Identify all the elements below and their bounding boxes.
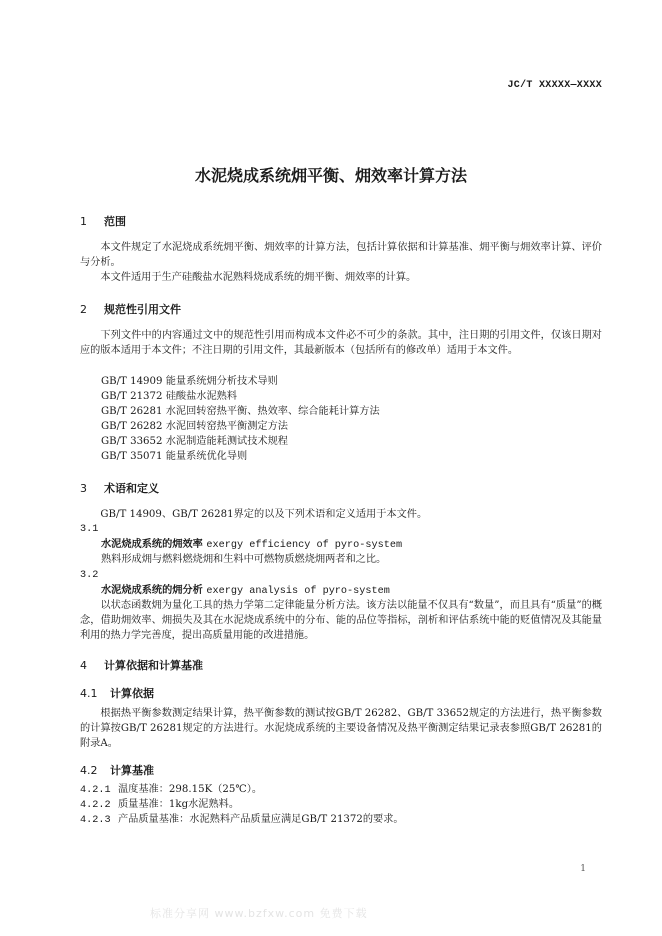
document-code: JC/T XXXXX—XXXX — [507, 80, 602, 91]
reference-item: GB/T 33652 水泥制造能耗测试技术规程 — [101, 436, 288, 447]
clause-item — [80, 797, 239, 813]
section-number: 4 — [80, 659, 87, 672]
term-heading — [101, 537, 402, 553]
section-title: 计算依据和计算基准 — [104, 659, 203, 672]
section-3-intro: GB/T 14909、GB/T 26281界定的以及下列术语和定义适用于本文件。 — [100, 509, 428, 520]
subsection-title: 计算基准 — [110, 764, 154, 777]
subsection-4-2-heading — [80, 762, 154, 778]
page-number: 1 — [580, 864, 586, 874]
term-definition: 熟料形成㶲与燃料燃烧㶲和生料中可燃物质燃烧㶲两者和之比。 — [101, 554, 387, 565]
reference-item: GB/T 21372 硅酸盐水泥熟料 — [101, 391, 238, 402]
clause-item — [80, 812, 404, 828]
subsection-title: 计算依据 — [110, 687, 154, 700]
clause-item — [80, 782, 262, 798]
clause-text: 温度基准：298.15K（25℃）。 — [118, 784, 263, 795]
subsection-4-1-heading — [80, 685, 154, 701]
reference-item: GB/T 26281 水泥回转窑热平衡、热效率、综合能耗计算方法 — [101, 406, 380, 417]
watermark: 标准分享网 www.bzfxw.com 免费下载 — [150, 907, 368, 920]
section-title: 术语和定义 — [104, 482, 159, 495]
reference-item: GB/T 14909 能量系统㶲分析技术导则 — [101, 376, 278, 387]
document-title: 水泥烧成系统㶲平衡、㶲效率计算方法 — [194, 166, 467, 185]
reference-item: GB/T 35071 能量系统优化导则 — [101, 451, 248, 462]
section-title: 范围 — [104, 215, 126, 228]
term-heading — [101, 583, 390, 599]
section-title: 规范性引用文件 — [104, 303, 181, 316]
section-1-paragraph-2: 本文件适用于生产硅酸盐水泥熟料烧成系统的㶲平衡、㶲效率的计算。 — [100, 272, 417, 283]
subsection-number: 4.1 — [80, 687, 98, 700]
subsection-4-1-paragraph: 根据热平衡参数测定结果计算，热平衡参数的测试按GB/T 26282、GB/T 33652规定的方法进行，热平衡参数的计算按GB/T 26281规定的方法进行。水泥烧成系统的主要设备情况及热平衡测定结果记录表参照GB/T 26281的附录A。 — [80, 708, 602, 749]
term-number: 3.2 — [80, 570, 99, 581]
term-english: exergy efficiency of pyro-system — [206, 540, 403, 551]
section-number: 2 — [80, 303, 87, 316]
term-chinese: 水泥烧成系统的㶲效率 — [101, 539, 203, 550]
subsection-number: 4.2 — [80, 764, 98, 777]
section-1-heading — [80, 213, 126, 229]
reference-item: GB/T 26282 水泥回转窑热平衡测定方法 — [101, 421, 288, 432]
term-definition: 以状态函数㶲为量化工具的热力学第二定律能量分析方法。该方法以能量不仅具有“数量”，而且具有“质量”的概念，借助㶲效率、㶲损失及其在水泥烧成系统中的分布、能的品位等指标，剖析和评估系统中能的贬值情况及其能量利用的热力学完善度，提出高质量用能的改进措施。 — [80, 600, 602, 641]
clause-text: 质量基准：1kg水泥熟料。 — [118, 799, 240, 810]
clause-number: 4.2.1 — [80, 785, 111, 796]
section-number: 3 — [80, 482, 87, 495]
section-2-heading — [80, 301, 181, 317]
term-chinese: 水泥烧成系统的㶲分析 — [101, 585, 203, 596]
section-3-heading — [80, 480, 159, 496]
term-english: exergy analysis of pyro-system — [206, 586, 390, 597]
section-number: 1 — [80, 215, 87, 228]
section-2-intro: 下列文件中的内容通过文中的规范性引用而构成本文件必不可少的条款。其中，注日期的引用文件，仅该日期对应的版本适用于本文件；不注日期的引用文件，其最新版本（包括所有的修改单）适用于本文件。 — [80, 330, 602, 356]
section-4-heading — [80, 657, 203, 673]
clause-text: 产品质量基准：水泥熟料产品质量应满足GB/T 21372的要求。 — [118, 814, 404, 825]
section-1-paragraph-1: 本文件规定了水泥烧成系统㶲平衡、㶲效率的计算方法，包括计算依据和计算基准、㶲平衡与㶲效率计算、评价与分析。 — [80, 242, 602, 268]
clause-number: 4.2.2 — [80, 800, 111, 811]
clause-number: 4.2.3 — [80, 815, 111, 826]
term-number: 3.1 — [80, 524, 99, 535]
